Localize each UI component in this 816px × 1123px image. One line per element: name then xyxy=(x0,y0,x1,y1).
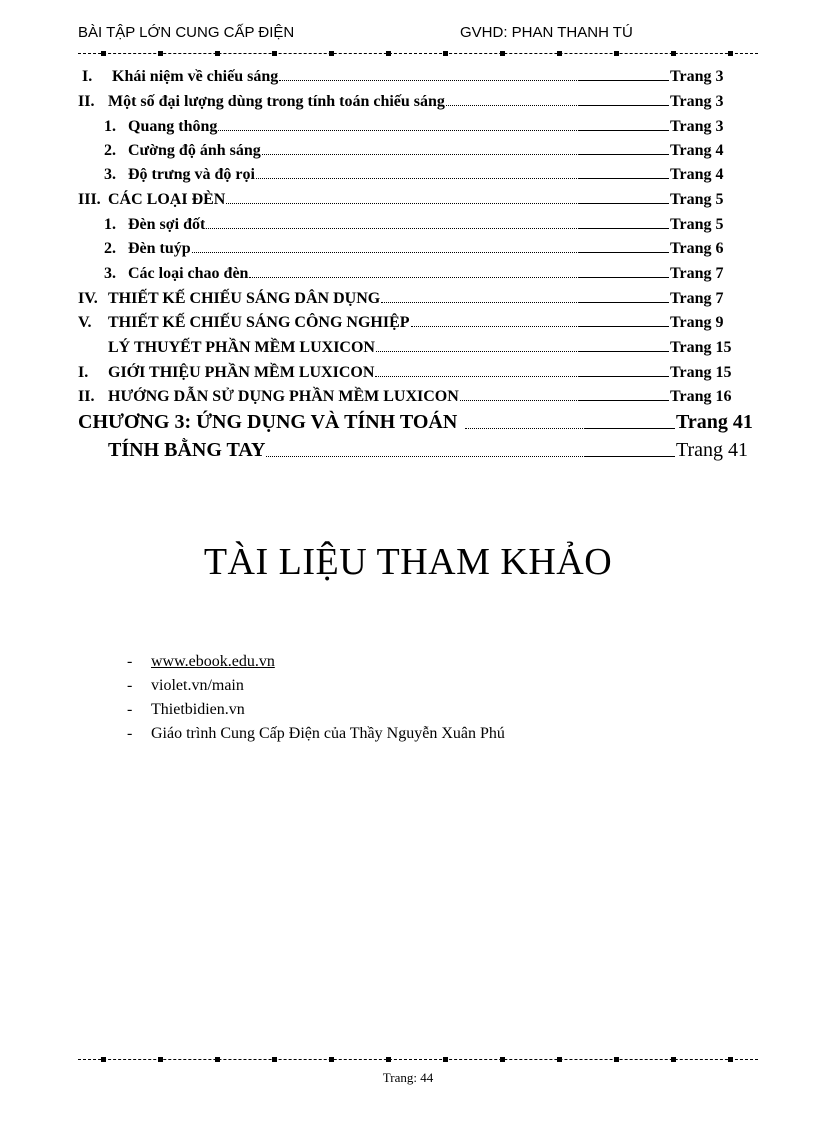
toc-number: I. xyxy=(82,68,93,85)
list-bullet: - xyxy=(127,725,133,742)
toc-entry-section xyxy=(78,434,758,462)
toc-leader xyxy=(375,376,669,377)
toc-text: GIỚI THIỆU PHẦN MỀM LUXICON xyxy=(108,364,375,381)
references-title: TÀI LIỆU THAM KHẢO xyxy=(203,541,613,583)
toc-text: Khái niệm về chiếu sáng xyxy=(112,68,279,85)
toc-entry xyxy=(78,259,748,283)
toc-number: I. xyxy=(78,364,89,381)
toc-entry xyxy=(78,382,748,406)
toc-entry xyxy=(78,333,748,357)
list-item xyxy=(127,698,505,722)
toc-number: IV. xyxy=(78,290,98,307)
toc-number: II. xyxy=(78,388,95,405)
toc-text: Cường độ ánh sáng xyxy=(128,142,261,159)
toc-leader xyxy=(376,351,669,352)
list-item xyxy=(127,674,505,698)
toc-leader xyxy=(381,302,669,303)
toc-page: Trang 15 xyxy=(670,339,732,356)
toc-number: 2. xyxy=(104,240,116,257)
reference-text: Thietbidien.vn xyxy=(151,701,245,718)
toc-entry xyxy=(78,62,748,86)
list-item xyxy=(127,722,505,746)
toc-text: Đèn tuýp xyxy=(128,240,191,257)
header-instructor: GVHD: PHAN THANH TÚ xyxy=(460,24,633,41)
toc-page: Trang 3 xyxy=(670,118,724,135)
toc-number: 3. xyxy=(104,265,116,282)
toc-page: Trang 4 xyxy=(670,166,724,183)
toc-number: 2. xyxy=(104,142,116,159)
toc-page: Trang 5 xyxy=(670,216,724,233)
list-bullet: - xyxy=(127,653,133,670)
reference-text: Giáo trình Cung Cấp Điện của Thầy Nguyễn Xuân Phú xyxy=(151,725,505,742)
toc-entry xyxy=(78,284,748,308)
toc-leader xyxy=(192,252,669,253)
reference-text: violet.vn/main xyxy=(151,677,244,694)
toc-entry xyxy=(78,87,748,111)
toc-text: THIẾT KẾ CHIẾU SÁNG DÂN DỤNG xyxy=(108,290,381,307)
toc-page: Trang 7 xyxy=(670,290,724,307)
toc-number: V. xyxy=(78,314,92,331)
toc-number: III. xyxy=(78,191,101,208)
toc-leader xyxy=(218,130,669,131)
toc-page: Trang 41 xyxy=(676,411,753,433)
footer-divider xyxy=(78,1056,758,1064)
page-number: Trang: 44 xyxy=(382,1070,434,1085)
toc-leader xyxy=(411,326,669,327)
toc-page: Trang 3 xyxy=(670,68,724,85)
toc-number: II. xyxy=(78,93,95,110)
toc-number: 1. xyxy=(104,118,116,135)
toc-entry xyxy=(78,234,748,258)
toc-entry xyxy=(78,210,748,234)
toc-text: Đèn sợi đốt xyxy=(128,216,206,233)
toc-page: Trang 7 xyxy=(670,265,724,282)
toc-leader xyxy=(266,456,675,457)
toc-text: TÍNH BẰNG TAY xyxy=(108,439,266,461)
toc-leader xyxy=(256,178,669,179)
toc-entry xyxy=(78,160,748,184)
list-item xyxy=(127,650,505,674)
toc-text: CHƯƠNG 3: ỨNG DỤNG VÀ TÍNH TOÁN xyxy=(78,411,458,433)
toc-entry-chapter xyxy=(78,406,758,434)
header-divider xyxy=(78,50,758,58)
toc-text: CÁC LOẠI ĐÈN xyxy=(108,191,226,208)
toc-page: Trang 41 xyxy=(676,439,749,461)
references-list xyxy=(127,650,505,746)
list-bullet: - xyxy=(127,701,133,718)
toc-text: LÝ THUYẾT PHẦN MỀM LUXICON xyxy=(108,339,375,356)
toc-page: Trang 6 xyxy=(670,240,724,257)
toc-text: Độ trưng và độ rọi xyxy=(128,166,255,183)
toc-number: 1. xyxy=(104,216,116,233)
toc-page: Trang 3 xyxy=(670,93,724,110)
toc-leader xyxy=(279,80,669,81)
toc-text: Một số đại lượng dùng trong tính toán chiếu sáng xyxy=(108,93,445,110)
toc-number: 3. xyxy=(104,166,116,183)
reference-link[interactable]: www.ebook.edu.vn xyxy=(151,653,275,670)
toc-entry xyxy=(78,358,748,382)
toc-leader xyxy=(460,400,669,401)
toc-page: Trang 4 xyxy=(670,142,724,159)
page-header xyxy=(78,24,758,44)
toc-leader xyxy=(206,228,669,229)
toc-entry xyxy=(78,136,748,160)
toc-entry xyxy=(78,308,748,332)
toc-leader xyxy=(249,277,669,278)
toc-text: HƯỚNG DẪN SỬ DỤNG PHẦN MỀM LUXICON xyxy=(108,388,459,405)
toc-text: Quang thông xyxy=(128,118,218,135)
header-course-title: BÀI TẬP LỚN CUNG CẤP ĐIỆN xyxy=(78,24,295,41)
toc-page: Trang 9 xyxy=(670,314,724,331)
toc-text: Các loại chao đèn xyxy=(128,265,249,282)
list-bullet: - xyxy=(127,677,133,694)
toc-leader xyxy=(226,203,669,204)
toc-leader xyxy=(446,105,669,106)
toc-leader xyxy=(465,428,675,429)
toc-entry xyxy=(78,185,748,209)
toc-entry xyxy=(78,112,748,136)
toc-text: THIẾT KẾ CHIẾU SÁNG CÔNG NGHIỆP xyxy=(108,314,410,331)
toc-leader xyxy=(262,154,669,155)
toc-page: Trang 5 xyxy=(670,191,724,208)
toc-page: Trang 16 xyxy=(670,388,732,405)
toc-page: Trang 15 xyxy=(670,364,732,381)
